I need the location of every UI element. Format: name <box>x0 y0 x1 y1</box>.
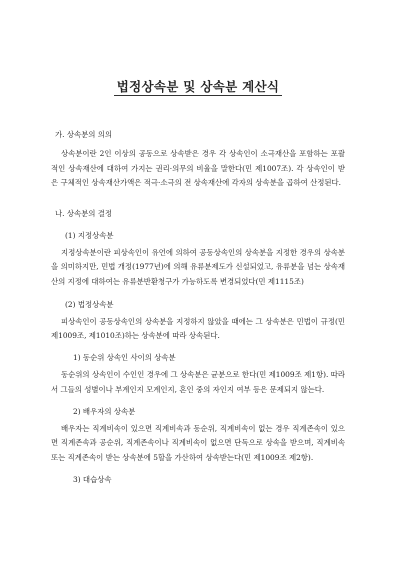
section-heading-determination: 나. 상속분의 결정 <box>55 208 113 218</box>
paragraph-meaning: 상속분이란 2인 이상의 공동으로 상속받은 경우 각 상속인이 소극재산을 포함하는 포괄적인 상속재산에 대하여 가지는 권리·의무의 비율을 말한다(민 제1007조). 각 상속인이 받은 구체적인 상속재산가액은 적극·소극의 전 상속재산에 각자의 상속분을 곱하여 산정된다. <box>51 149 345 188</box>
document-title <box>51 0 345 96</box>
item-heading-representation: 3) 대습상속 <box>73 474 112 484</box>
sub-heading-designated-share: (1) 지정상속분 <box>65 230 114 240</box>
item-heading-spouse-share: 2) 배우자의 상속분 <box>73 406 136 416</box>
paragraph-spouse-share: 배우자는 직계비속이 있으면 직계비속과 동순위, 직계비속이 없는 경우 직계존속이 있으면 직계존속과 공순위, 직계존속이나 직계비속이 없으면 단독으로 상속을 받으며, 직계비속 또는 직계존속이 받는 상속분에 5할을 가산하여 상속받는다(민 제1009조 제2항). <box>51 423 345 462</box>
document-title-text: 법정상속분 및 상속분 계산식 <box>114 79 282 96</box>
paragraph-statutory-share: 피상속인이 공동상속인의 상속분을 지정하지 않았을 때에는 그 상속분은 민법이 규정(민 제1009조, 제1010조)하는 상속분에 따라 상속된다. <box>51 316 345 341</box>
paragraph-designated-share: 지정상속분이란 피상속인이 유언에 의하여 공동상속인의 상속분을 지정한 경우의 상속분을 의미하지만, 민법 개정(1977년)에 의해 유류분제도가 신설되었고, 유류분을 넘는 상속재산의 지정에 대하여는 유류분반환청구가 가능하도록 변경되었다(민 제1115조) <box>51 247 345 286</box>
item-heading-equal-rank: 1) 동순위 상속인 사이의 상속분 <box>73 353 176 363</box>
section-heading-meaning: 가. 상속분의 의의 <box>55 130 113 139</box>
sub-heading-statutory-share: (2) 법정상속분 <box>65 299 114 309</box>
paragraph-equal-rank: 동순위의 상속인이 수인인 경우에 그 상속분은 균분으로 한다(민 제1009조 제1항). 따라서 그들의 성별이나 부계인지 모계인지, 혼인 중의 자인지 여부 등은 문제되지 않는다. <box>51 370 345 394</box>
